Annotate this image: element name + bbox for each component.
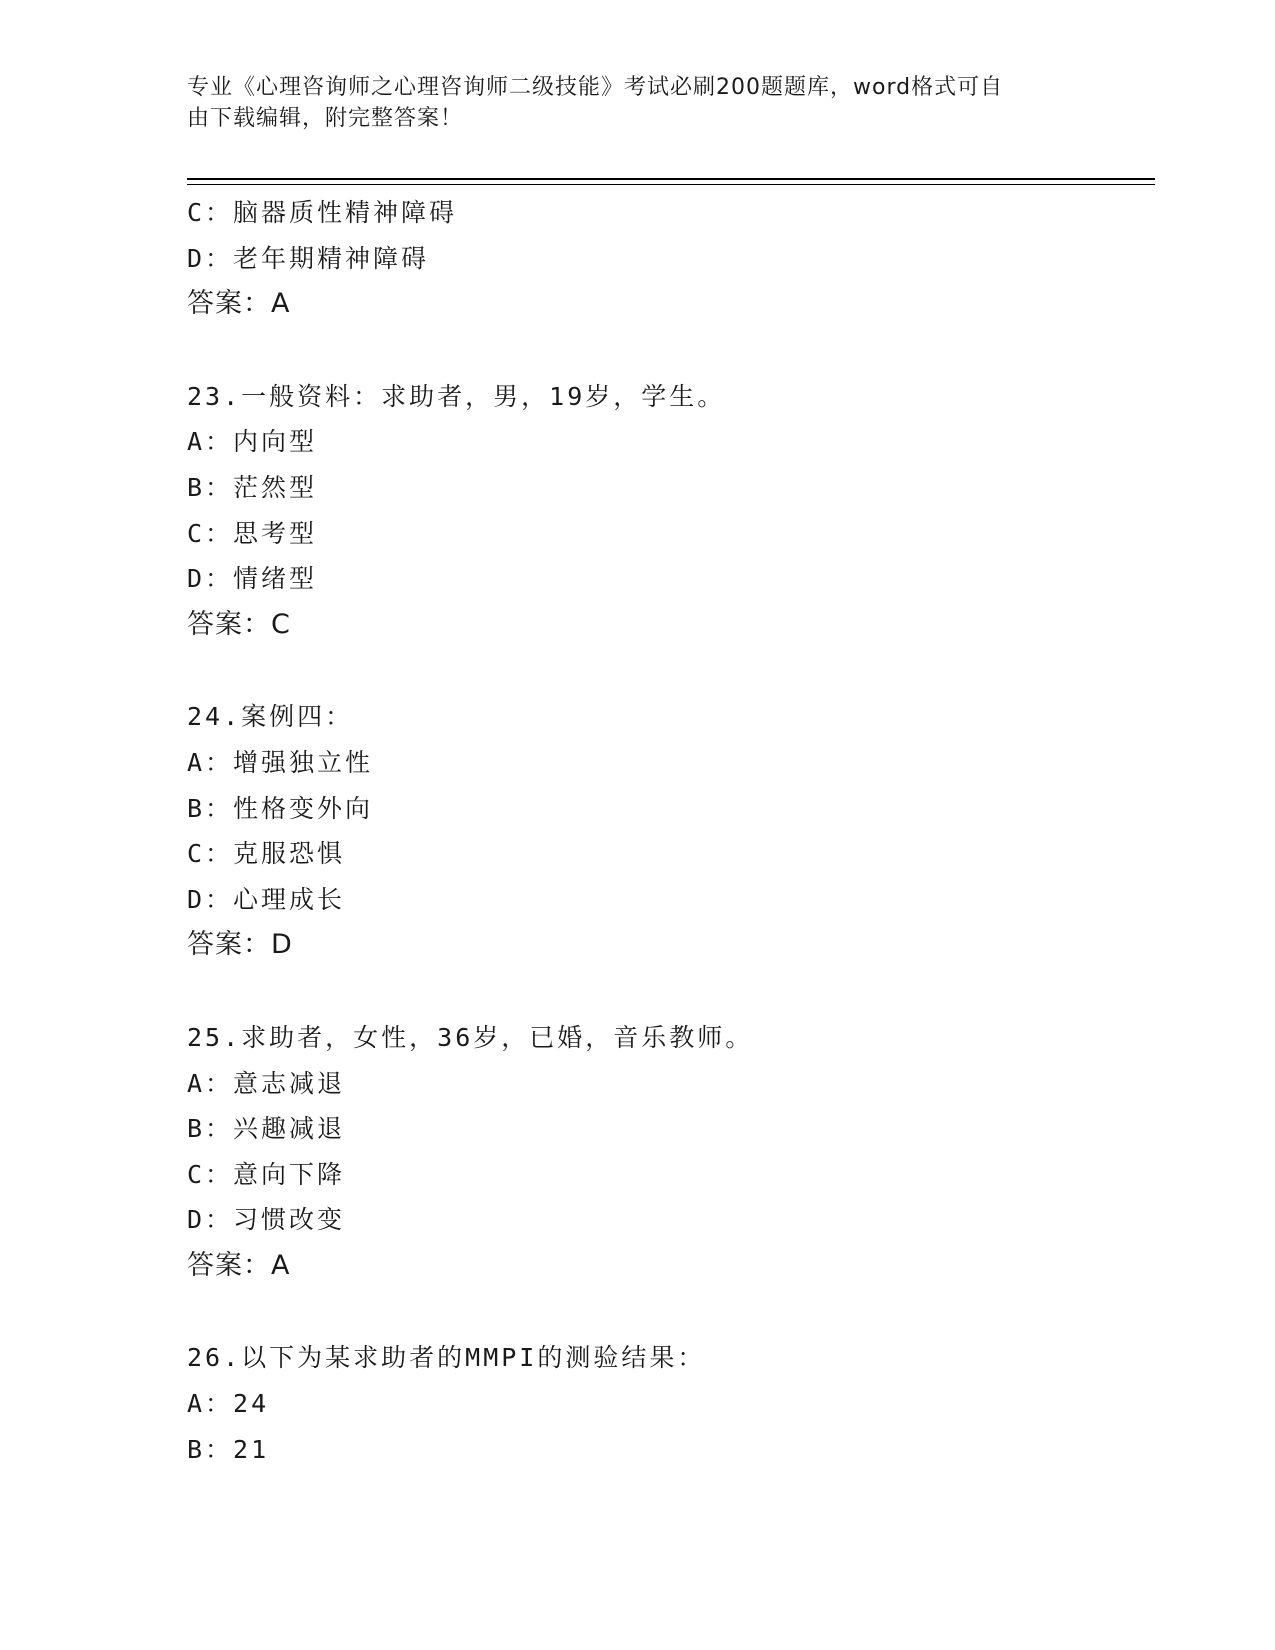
question-26 — [187, 1335, 1155, 1472]
question-list — [187, 190, 1155, 1472]
option-d: D：心理成长 — [187, 884, 346, 914]
option-c: C：克服恐惧 — [187, 839, 346, 869]
header-line-2: 由下载编辑，附完整答案！ — [187, 106, 464, 131]
question-stem: 25.求助者，女性，36岁，已婚，音乐教师。 — [187, 1022, 754, 1052]
document-header — [187, 72, 1087, 134]
leading-block — [187, 190, 1155, 327]
question-stem: 23.一般资料：求助者，男，19岁，学生。 — [187, 381, 726, 411]
option-d: D：情绪型 — [187, 564, 318, 594]
option-c: C：意向下降 — [187, 1159, 346, 1189]
option-c: C：脑器质性精神障碍 — [187, 198, 458, 227]
question-23 — [187, 374, 1155, 648]
answer-line: 答案：D — [187, 929, 293, 961]
option-b: B：性格变外向 — [187, 793, 374, 823]
answer-line: 答案：A — [187, 1249, 291, 1281]
option-b: B：兴趣减退 — [187, 1114, 346, 1144]
question-25 — [187, 1015, 1155, 1289]
header-line-1: 专业《心理咨询师之心理咨询师二级技能》考试必刷200题题库，word格式可自 — [187, 75, 1004, 100]
question-stem: 26.以下为某求助者的MMPI的测验结果： — [187, 1343, 706, 1373]
header-rule-thin — [187, 184, 1155, 185]
question-stem: 24.案例四： — [187, 702, 354, 732]
answer-line: 答案：A — [187, 288, 291, 320]
option-a: A：增强独立性 — [187, 747, 374, 777]
option-d: D：老年期精神障碍 — [187, 243, 430, 273]
answer-line: 答案：C — [187, 608, 291, 640]
option-c: C：思考型 — [187, 518, 318, 548]
question-24 — [187, 694, 1155, 968]
option-a: A：内向型 — [187, 427, 318, 457]
option-a: A：24 — [187, 1389, 270, 1419]
option-a: A：意志减退 — [187, 1068, 346, 1098]
header-rule-thick — [187, 178, 1155, 180]
option-d: D：习惯改变 — [187, 1205, 346, 1235]
option-b: B：21 — [187, 1434, 270, 1464]
option-b: B：茫然型 — [187, 472, 318, 502]
